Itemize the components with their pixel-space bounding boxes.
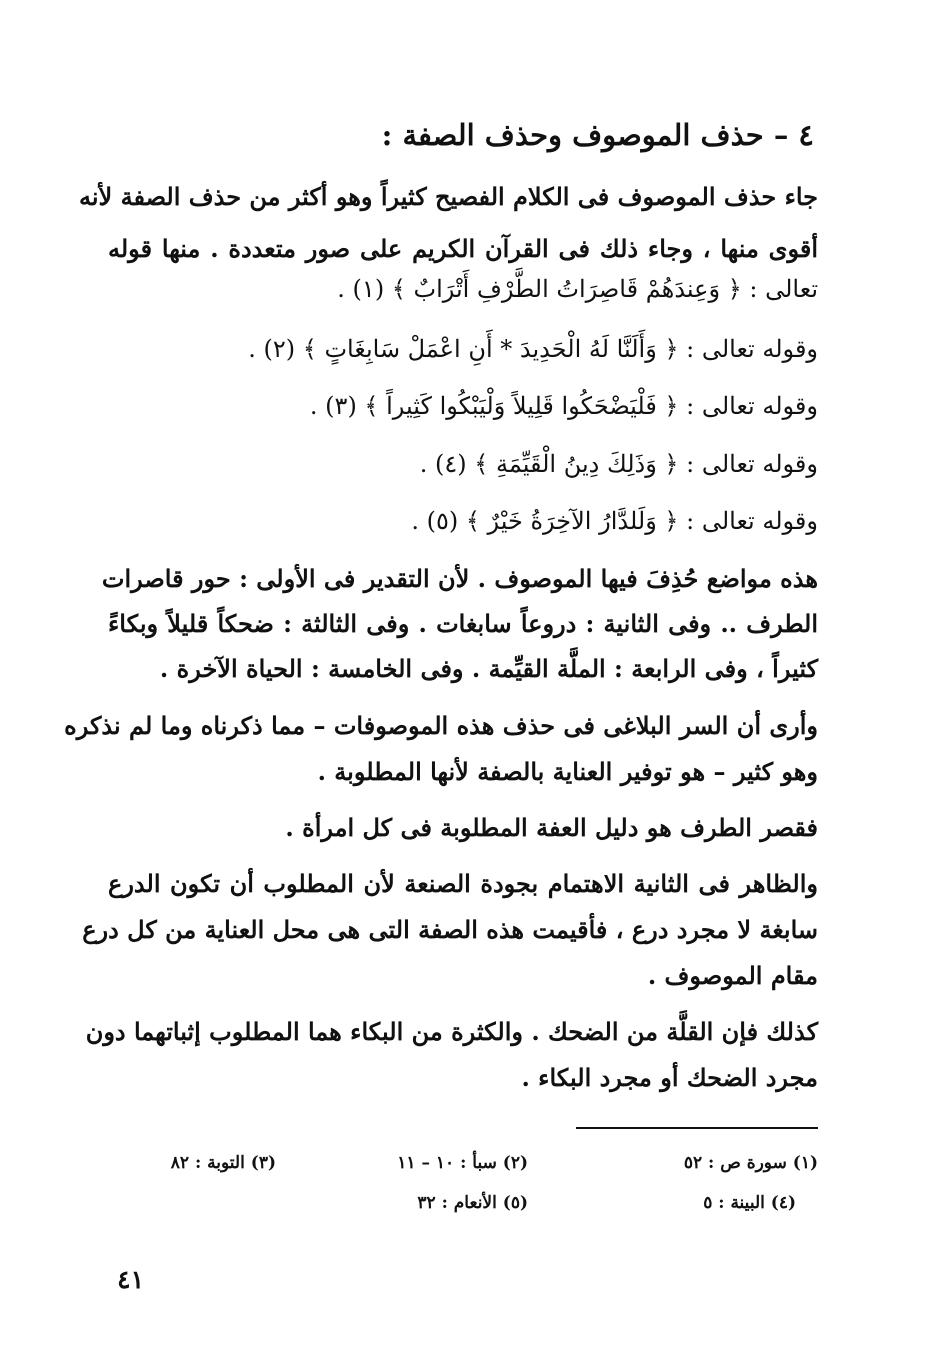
page-number: ٤١ (117, 1265, 144, 1294)
footnote-4: (٤) البينة : ٥ (703, 1193, 796, 1213)
paragraph-2-line-2: الطرف .. وفى الثانية : دروعاً سابغات . وفى الثالثة : ضحكاً قليلاً وبكاءً (108, 609, 818, 638)
paragraph-1-line-2: أقوى منها ، وجاء ذلك فى القرآن الكريم على صور متعددة . منها قوله (108, 234, 818, 263)
quote-line-2: وقوله تعالى : ﴿ وَأَلَنَّا لَهُ الْحَدِيدَ * أَنِ اعْمَلْ سَابِغَاتٍ ﴾ (٢) . (248, 335, 818, 363)
paragraph-6-line-1: كذلك فإن القلَّة من الضحك . والكثرة من البكاء هما المطلوب إثباتهما دون (85, 1017, 818, 1046)
section-title: ٤ – حذف الموصوف وحذف الصفة : (381, 118, 814, 152)
footnote-3: (٣) التوبة : ٨٢ (170, 1153, 276, 1173)
paragraph-5-line-2: سابغة لا مجرد درع ، فأقيمت هذه الصفة التى هى محل العناية من كل درع (82, 915, 818, 944)
paragraph-5-line-3: مقام الموصوف . (647, 961, 818, 990)
footnote-separator (576, 1127, 818, 1129)
quote-line-5: وقوله تعالى : ﴿ وَلَلدَّارُ الآخِرَةُ خَيْرٌ ﴾ (٥) . (411, 507, 818, 535)
paragraph-3-line-2: وهو كثير – هو توفير العناية بالصفة لأنها المطلوبة . (317, 757, 818, 786)
paragraph-2-line-3: كثيراً ، وفى الرابعة : الملَّة القيِّمة . وفى الخامسة : الحياة الآخرة . (159, 654, 818, 683)
footnote-5: (٥) الأنعام : ٣٢ (417, 1193, 528, 1213)
paragraph-1-line-3: تعالى : ﴿ وَعِندَهُمْ قَاصِرَاتُ الطَّرْفِ أَتْرَابٌ ﴾ (١) . (337, 275, 818, 303)
footnote-2: (٢) سبأ : ١٠ – ١١ (397, 1153, 528, 1173)
paragraph-2-line-1: هذه مواضع حُذِفَ فيها الموصوف . لأن التقدير فى الأولى : حور قاصرات (101, 564, 818, 593)
paragraph-3-line-1: وأرى أن السر البلاغى فى حذف هذه الموصوفات – مما ذكرناه وما لم نذكره (64, 711, 818, 740)
paragraph-4: فقصر الطرف هو دليل العفة المطلوبة فى كل امرأة . (285, 813, 818, 842)
paragraph-5-line-1: والظاهر فى الثانية الاهتمام بجودة الصنعة لأن المطلوب أن تكون الدرع (108, 869, 818, 898)
paragraph-1-line-1: جاء حذف الموصوف فى الكلام الفصيح كثيراً وهو أكثر من حذف الصفة لأنه (79, 182, 818, 211)
footnote-1: (١) سورة ص : ٥٢ (683, 1153, 818, 1173)
paragraph-6-line-2: مجرد الضحك أو مجرد البكاء . (521, 1063, 818, 1092)
quote-line-3: وقوله تعالى : ﴿ فَلْيَضْحَكُوا قَلِيلاً وَلْيَبْكُوا كَثِيراً ﴾ (٣) . (309, 392, 818, 420)
quote-line-4: وقوله تعالى : ﴿ وَذَلِكَ دِينُ الْقَيِّمَةِ ﴾ (٤) . (419, 450, 818, 478)
